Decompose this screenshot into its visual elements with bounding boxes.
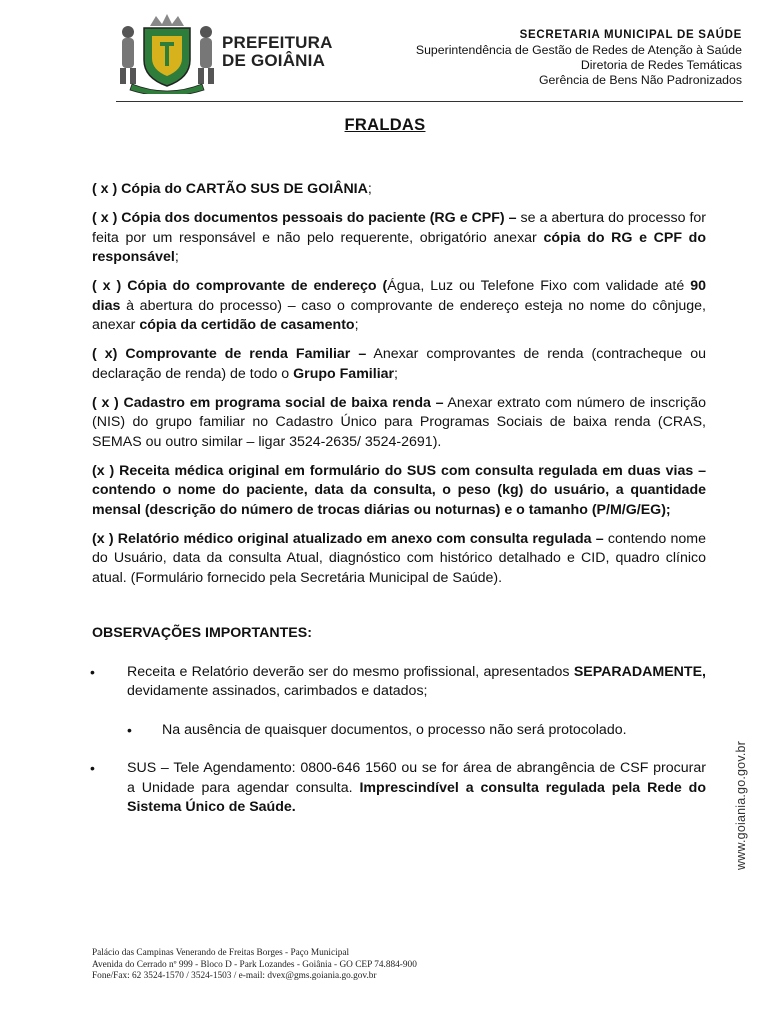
observation-bullet-2: • Na ausência de quaisquer documentos, o processo não será protocolado. [92,721,706,741]
gerencia-name: Gerência de Bens Não Padronizados [538,73,742,87]
side-website-url: www.goiania.go.gov.br [734,740,748,870]
footer-address-line1: Palácio das Campinas Venerando de Freitas Borges - Paço Municipal [92,948,350,958]
bullet-icon: • [90,760,95,776]
observation-bullet-1: • Receita e Relatório deverão ser do mesmo profissional, apresentados SEPARADAMENTE, devidamente assinados, carimbados e datados; [90,663,706,699]
requirement-item-5: ( x ) Cadastro em programa social de baixa renda – Anexar extrato com número de inscrição (NIS) do grupo familiar no Cadastro Único para Programas Sociais de baixa renda (CRAS, SEMAS ou outro similar – ligar 3524-2635/ 3524-2691). [92,394,706,450]
logo-line2: DE GOIÂNIA [222,51,326,70]
requirement-item-7: (x ) Relatório médico original atualizado em anexo com consulta regulada – contendo nome do Usuário, data da consulta Atual, diagnóstico com histórico detalhado e CID, quadro clínico atual. (Formulário fornecido pela Secretária Municipal de Saúde). [92,530,706,586]
superintendencia-name: Superintendência de Gestão de Redes de Atenção à Saúde [415,43,742,57]
requirement-item-6: (x ) Receita médica original em formulário do SUS com consulta regulada em duas vias – contendo o nome do paciente, data da consulta, o peso (kg) do usuário, a quantidade mensal (descrição do número de trocas diárias ou noturnas) e o tamanho (P/M/G/EG); [92,462,706,518]
requirement-item-4: ( x) Comprovante de renda Familiar – Anexar comprovantes de renda (contracheque ou declaração de renda) de todo o Grupo Familiar; [92,346,706,382]
prefeitura-logo [112,12,342,94]
observation-bullet-3: • SUS – Tele Agendamento: 0800-646 1560 ou se for área de abrangência de CSF procurar a Unidade para agendar consulta. Imprescindível a consulta regulada pela Rede do Sistema Único de Saúde. [90,760,706,815]
header-divider [116,101,743,102]
footer-contact-line: Fone/Fax: 62 3524-1570 / 3524-1503 / e-mail: dvex@gms.goiania.go.gov.br [92,971,377,981]
coat-of-arms-icon [112,12,222,94]
requirement-item-1: ( x ) Cópia do CARTÃO SUS DE GOIÂNIA; [92,181,372,197]
requirement-item-2: ( x ) Cópia dos documentos pessoais do paciente (RG e CPF) – se a abertura do processo for feita por um responsável e não pelo requerente, obrigatório anexar cópia do RG e CPF do responsável; [92,210,707,265]
page-footer [92,948,417,983]
header-department-block [416,28,742,88]
diretoria-name: Diretoria de Redes Temáticas [580,58,742,72]
observations-title: OBSERVAÇÕES IMPORTANTES: [92,625,312,641]
bullet-icon: • [90,663,95,680]
requirement-item-3: ( x ) Cópia do comprovante de endereço (Água, Luz ou Telefone Fixo com validade até 90 dias à abertura do processo) – caso o comprovante de endereço esteja no nome do cônjuge, anexar cópia da certidão de casamento; [92,278,706,333]
page-title: FRALDAS [344,116,426,134]
document-body [92,180,706,837]
bullet-icon: • [127,721,132,738]
logo-line1: PREFEITURA [222,33,333,52]
secretaria-name: SECRETARIA MUNICIPAL DE SAÚDE [519,29,742,41]
footer-address-line2: Avenida do Cerrado nº 999 - Bloco D - Park Lozandes - Goiânia - GO CEP 74.884-900 [92,959,417,970]
logo-wordmark [222,34,333,70]
